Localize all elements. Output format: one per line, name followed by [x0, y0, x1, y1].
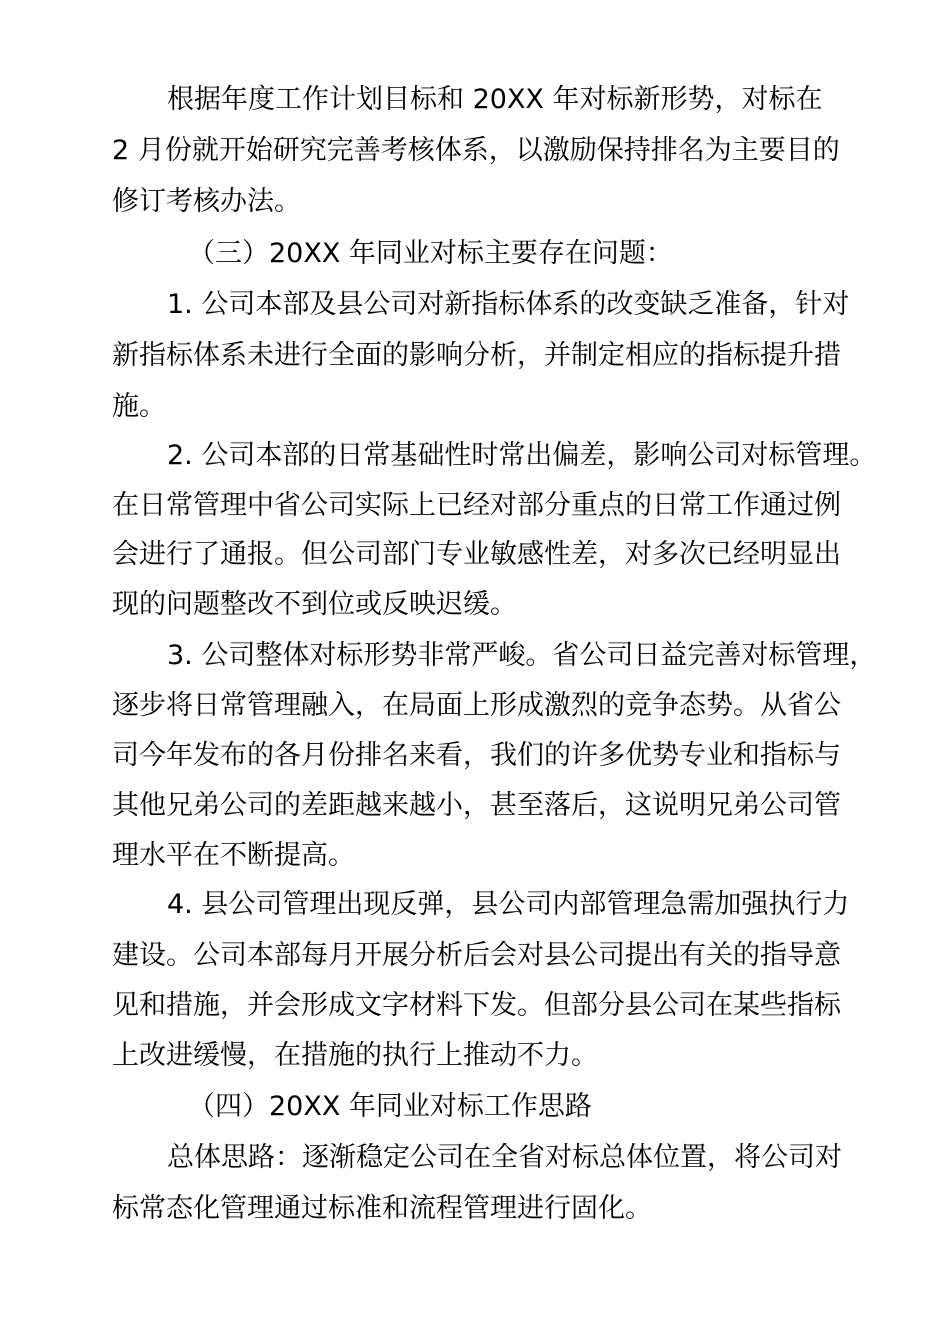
- text-line: 逐步将日常管理融入，在局面上形成激烈的竞争态势。从省公: [112, 690, 841, 721]
- text-line: 在日常管理中省公司实际上已经对部分重点的日常工作通过例: [112, 490, 841, 521]
- text-line: 理水平在不断提高。: [112, 840, 355, 871]
- text-line: 3. 公司整体对标形势非常严峻。省公司日益完善对标管理，: [167, 640, 877, 671]
- text-line: 现的问题整改不到位或反映迟缓。: [112, 589, 517, 620]
- text-line: 根据年度工作计划目标和 20XX 年对标新形势，对标在: [167, 84, 823, 115]
- section-heading: （四）20XX 年同业对标工作思路: [188, 1091, 592, 1122]
- text-line: 修订考核办法。: [112, 186, 301, 217]
- text-line: 4. 县公司管理出现反弹，县公司内部管理急需加强执行力: [167, 889, 850, 920]
- section-heading: （三）20XX 年同业对标主要存在问题：: [188, 238, 673, 269]
- text-line: 上改进缓慢，在措施的执行上推动不力。: [112, 1040, 598, 1071]
- text-line: 2. 公司本部的日常基础性时常出偏差，影响公司对标管理。: [167, 440, 877, 471]
- text-line: 标常态化管理通过标准和流程管理进行固化。: [112, 1193, 652, 1224]
- text-line: 见和措施，并会形成文字材料下发。但部分县公司在某些指标: [112, 990, 841, 1021]
- text-line: 其他兄弟公司的差距越来越小，甚至落后，这说明兄弟公司管: [112, 790, 841, 821]
- text-line: 施。: [112, 391, 166, 422]
- text-line: 会进行了通报。但公司部门专业敏感性差，对多次已经明显出: [112, 539, 841, 570]
- text-line: 建设。公司本部每月开展分析后会对县公司提出有关的指导意: [112, 940, 841, 971]
- text-line: 新指标体系未进行全面的影响分析，并制定相应的指标提升措: [112, 340, 841, 371]
- text-line: 1. 公司本部及县公司对新指标体系的改变缺乏准备，针对: [167, 289, 850, 320]
- text-line: 司今年发布的各月份排名来看，我们的许多优势专业和指标与: [112, 740, 841, 771]
- text-line: 总体思路：逐渐稳定公司在全省对标总体位置，将公司对: [167, 1142, 842, 1173]
- text-line: 2 月份就开始研究完善考核体系，以激励保持排名为主要目的: [112, 135, 840, 166]
